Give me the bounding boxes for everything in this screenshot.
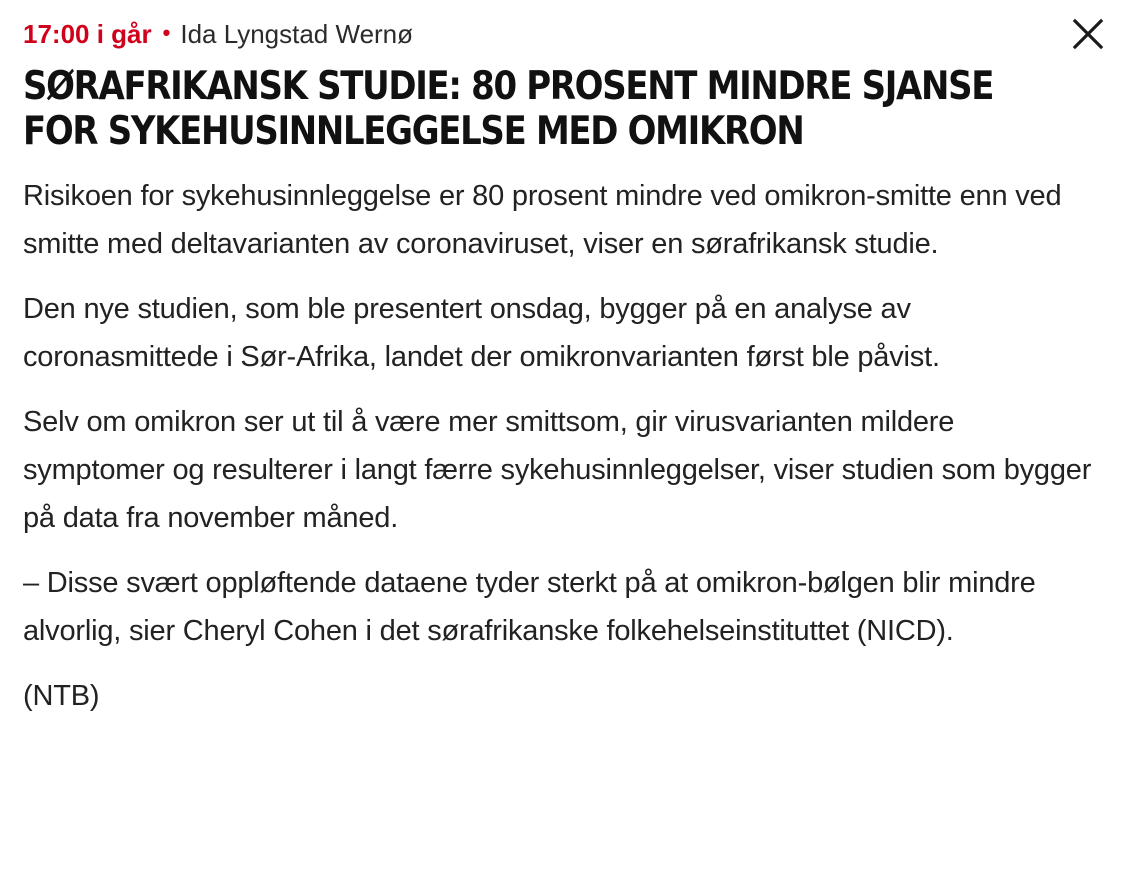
paragraph: Selv om omikron ser ut til å være mer smittsom, gir virusvarianten mildere symptomer og resulterer i langt færre sykehusinnleggelser, viser studien som bygger på data fra november måned.	[23, 406, 1092, 534]
meta-separator: •	[162, 20, 171, 45]
author-name: Ida Lyngstad Wernø	[180, 18, 414, 49]
paragraph: Risikoen for sykehusinnleggelse er 80 prosent mindre ved omikron-smitte enn ved smitte med deltavarianten av coronaviruset, viser en sørafrikansk studie.	[23, 180, 1062, 260]
article-meta	[23, 16, 1113, 52]
paragraph: – Disse svært oppløftende dataene tyder sterkt på at omikron-bølgen blir mindre alvorlig, sier Cheryl Cohen i det sørafrikanske folkehelseinstituttet (NICD).	[23, 567, 1036, 647]
timestamp: 17:00 i går	[23, 18, 152, 49]
article-headline: SØRAFRIKANSK STUDIE: 80 PROSENT MINDRE SJANSE FOR SYKEHUSINNLEGGELSE MED OMIKRON	[23, 64, 994, 154]
article-body	[23, 172, 1103, 720]
article	[23, 16, 1113, 737]
paragraph: Den nye studien, som ble presentert onsdag, bygger på en analyse av coronasmittede i Sør-Afrika, landet der omikronvarianten først ble påvist.	[23, 293, 940, 373]
close-icon	[1070, 16, 1106, 52]
close-button[interactable]	[1070, 16, 1106, 52]
paragraph: (NTB)	[23, 680, 100, 712]
